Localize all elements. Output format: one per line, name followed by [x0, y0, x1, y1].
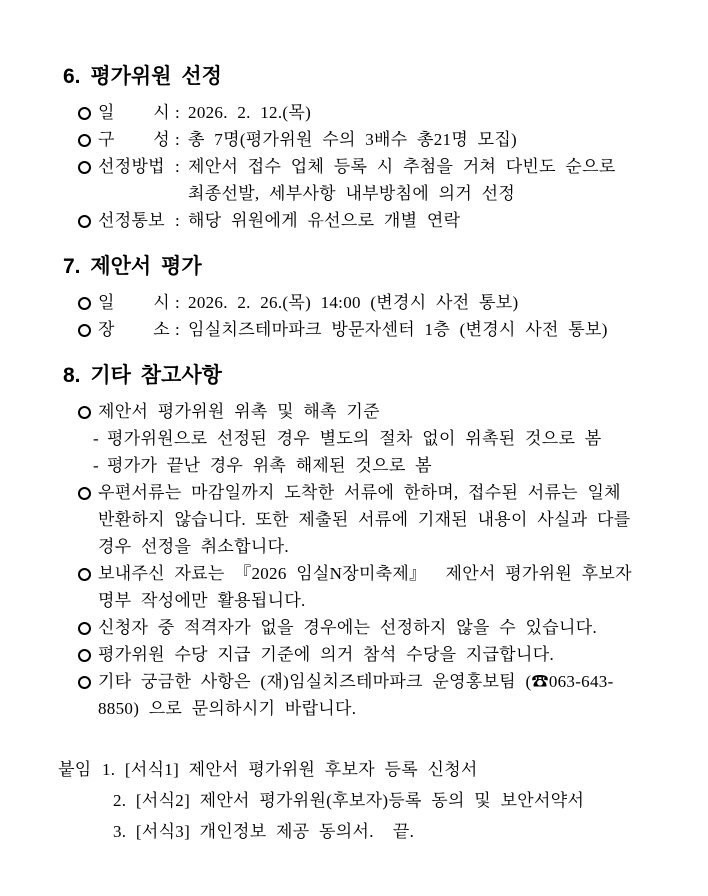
circle-bullet-icon	[78, 676, 91, 689]
sections-container	[0, 64, 708, 722]
value-line: 평가가 끝난 경우 위촉 해제된 것으로 봄	[107, 456, 432, 475]
attachment-row	[0, 754, 708, 785]
list-item	[0, 126, 708, 153]
bullet-marker	[78, 207, 98, 228]
item-colon: :	[175, 157, 181, 176]
dash-bullet-icon: -	[93, 429, 99, 448]
item-value	[107, 452, 678, 479]
item-value	[98, 641, 678, 668]
section-number: 8.	[63, 364, 81, 387]
attachment-item: 1. [서식1] 제안서 평가위원 후보자 등록 신청서	[102, 760, 478, 779]
section-heading	[63, 254, 708, 280]
section	[0, 64, 708, 234]
item-label: 선정방법	[98, 157, 165, 176]
section	[0, 254, 708, 343]
circle-bullet-icon	[78, 622, 91, 635]
section-number: 6.	[63, 65, 81, 88]
value-line: 2026. 2. 12.(목)	[188, 103, 312, 122]
value-line: 최종선발, 세부사항 내부방침에 의거 선정	[188, 184, 516, 203]
list-item	[0, 398, 708, 425]
item-label: 구 성	[98, 130, 170, 149]
section	[0, 363, 708, 722]
item-label: 일 시	[98, 103, 170, 122]
circle-bullet-icon	[78, 324, 91, 337]
item-value	[188, 153, 678, 207]
value-line: 평가위원 수당 지급 기준에 의거 참석 수당을 지급합니다.	[98, 645, 555, 664]
value-line: 8850) 으로 문의하시기 바랍니다.	[98, 699, 357, 718]
value-line: 보내주신 자료는 『2026 임실N장미축제』 제안서 평가위원 후보자	[98, 564, 632, 583]
value-line: 제안서 평가위원 위촉 및 해촉 기준	[98, 402, 380, 421]
list-item	[0, 641, 708, 668]
list-item	[0, 479, 708, 560]
value-line: 신청자 중 적격자가 없을 경우에는 선정하지 않을 수 있습니다.	[98, 618, 597, 637]
circle-bullet-icon	[78, 215, 91, 228]
list-item	[0, 614, 708, 641]
list-item	[0, 316, 708, 343]
circle-bullet-icon	[78, 568, 91, 581]
circle-bullet-icon	[78, 134, 91, 147]
value-line: 명부 작성에만 활용됩니다.	[98, 591, 306, 610]
section-title: 제안서 평가	[90, 255, 202, 278]
bullet-marker	[78, 99, 98, 120]
value-line: 평가위원으로 선정된 경우 별도의 절차 없이 위촉된 것으로 봄	[107, 429, 602, 448]
item-colon: :	[175, 293, 181, 312]
bullet-marker	[78, 398, 98, 419]
list-item	[0, 207, 708, 234]
item-value	[188, 316, 678, 343]
bullet-marker	[78, 641, 98, 662]
list-item	[0, 452, 708, 479]
circle-bullet-icon	[78, 487, 91, 500]
section-title: 기타 참고사항	[90, 364, 222, 387]
value-line: 반환하지 않습니다. 또한 제출된 서류에 기재된 내용이 사실과 다를	[98, 510, 631, 529]
item-value	[98, 614, 678, 641]
bullet-marker	[78, 316, 98, 337]
attachments-block	[0, 754, 708, 847]
section-heading	[63, 363, 708, 389]
item-value	[188, 289, 678, 316]
bullet-marker	[78, 289, 98, 310]
circle-bullet-icon	[78, 406, 91, 419]
bullet-marker	[78, 126, 98, 147]
list-item	[0, 425, 708, 452]
item-label: 선정통보	[98, 211, 165, 230]
item-colon: :	[175, 320, 181, 339]
value-line: 2026. 2. 26.(목) 14:00 (변경시 사전 통보)	[188, 293, 519, 312]
item-value	[107, 425, 678, 452]
value-line: 기타 궁금한 사항은 (재)임실치즈테마파크 운영홍보팀 (☎063-643-	[98, 672, 614, 691]
attachment-row	[0, 785, 708, 816]
list-item	[0, 560, 708, 614]
section-heading	[63, 64, 708, 90]
list-item	[0, 668, 708, 722]
item-value	[98, 560, 678, 614]
circle-bullet-icon	[78, 649, 91, 662]
value-line: 우편서류는 마감일까지 도착한 서류에 한하며, 접수된 서류는 일체	[98, 483, 621, 502]
attachment-item: 3. [서식3] 개인정보 제공 동의서. 끝.	[113, 822, 415, 841]
bullet-marker	[78, 668, 98, 689]
attachment-row	[0, 816, 708, 847]
section-number: 7.	[63, 255, 81, 278]
item-colon: :	[175, 211, 181, 230]
item-value	[188, 99, 678, 126]
circle-bullet-icon	[78, 161, 91, 174]
section-title: 평가위원 선정	[90, 65, 222, 88]
list-item	[0, 99, 708, 126]
bullet-marker	[78, 479, 98, 500]
dash-bullet-icon: -	[93, 456, 99, 475]
value-line: 제안서 접수 업체 등록 시 추첨을 거쳐 다빈도 순으로	[188, 157, 616, 176]
list-item	[0, 153, 708, 207]
item-colon: :	[175, 130, 181, 149]
bullet-marker	[78, 153, 98, 174]
item-value	[188, 126, 678, 153]
value-line: 총 7명(평가위원 수의 3배수 총21명 모집)	[188, 130, 518, 149]
item-label: 일 시	[98, 293, 170, 312]
item-value	[188, 207, 678, 234]
item-value	[98, 479, 678, 560]
item-value	[98, 398, 678, 425]
list-item	[0, 289, 708, 316]
value-line: 해당 위원에게 유선으로 개별 연락	[188, 211, 461, 230]
value-line: 임실치즈테마파크 방문자센터 1층 (변경시 사전 통보)	[188, 320, 608, 339]
bullet-marker	[78, 614, 98, 635]
item-colon: :	[175, 103, 181, 122]
attachments-label: 붙임	[58, 760, 92, 779]
circle-bullet-icon	[78, 107, 91, 120]
item-label: 장 소	[98, 320, 170, 339]
circle-bullet-icon	[78, 297, 91, 310]
value-line: 경우 선정을 취소합니다.	[98, 537, 289, 556]
attachment-item: 2. [서식2] 제안서 평가위원(후보자)등록 동의 및 보안서약서	[113, 791, 585, 810]
bullet-marker	[78, 560, 98, 581]
item-value	[98, 668, 678, 722]
